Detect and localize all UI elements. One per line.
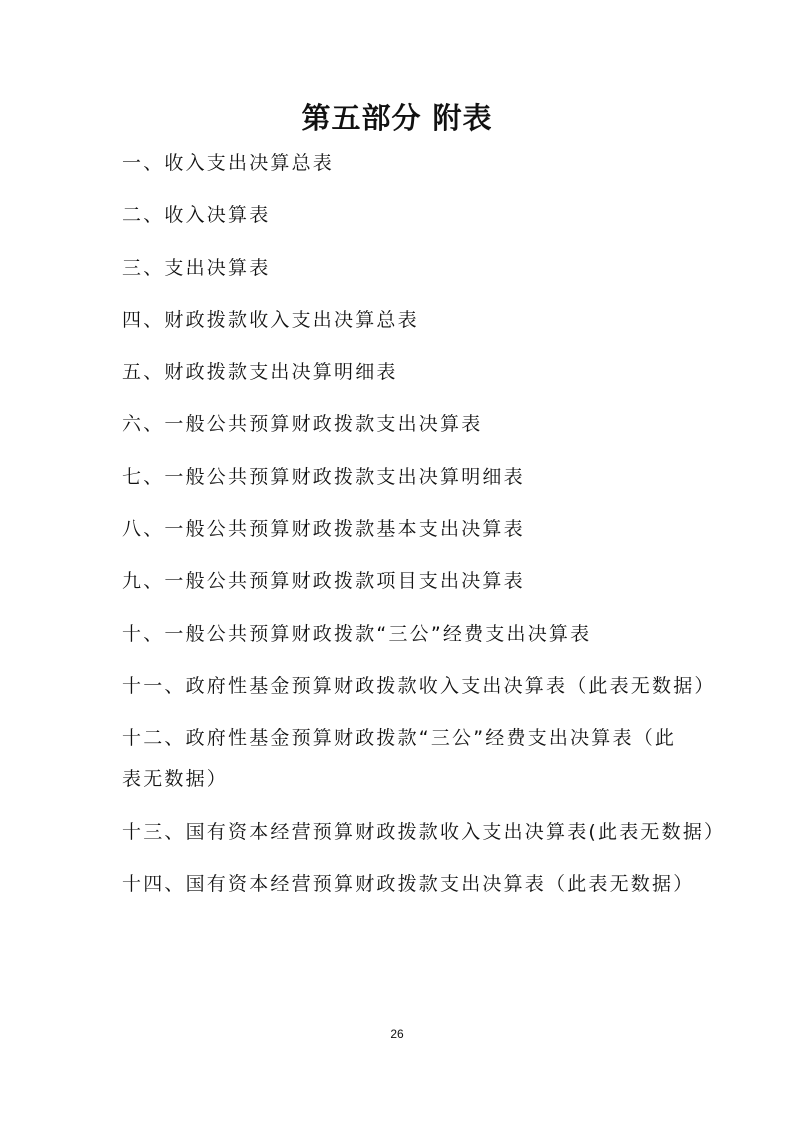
page-number: 26 xyxy=(390,1027,404,1041)
list-item: 十二、政府性基金预算财政拨款“三公”经费支出决算表（此表无数据） xyxy=(122,726,677,790)
list-item: 七、一般公共预算财政拨款支出决算明细表 xyxy=(122,465,525,488)
list-item: 五、财政拨款支出决算明细表 xyxy=(122,361,398,384)
list-item: 十、一般公共预算财政拨款“三公”经费支出决算表 xyxy=(122,622,592,645)
list-item: 十四、国有资本经营预算财政拨款支出决算表（此表无数据） xyxy=(122,872,695,895)
list-item: 十一、政府性基金预算财政拨款收入支出决算表（此表无数据） xyxy=(122,674,716,697)
list-item: 四、财政拨款收入支出决算总表 xyxy=(122,308,419,331)
list-item: 九、一般公共预算财政拨款项目支出决算表 xyxy=(122,570,525,593)
list-item: 六、一般公共预算财政拨款支出决算表 xyxy=(122,413,483,436)
page-title: 第五部分 附表 xyxy=(301,101,493,135)
appendix-table-list xyxy=(122,150,726,923)
list-item: 十三、国有资本经营预算财政拨款收入支出决算表(此表无数据） xyxy=(122,820,726,843)
list-item: 一、收入支出决算总表 xyxy=(122,152,335,174)
list-item: 二、收入决算表 xyxy=(122,204,271,227)
list-item: 三、支出决算表 xyxy=(122,256,271,279)
list-item: 八、一般公共预算财政拨款基本支出决算表 xyxy=(122,518,525,541)
